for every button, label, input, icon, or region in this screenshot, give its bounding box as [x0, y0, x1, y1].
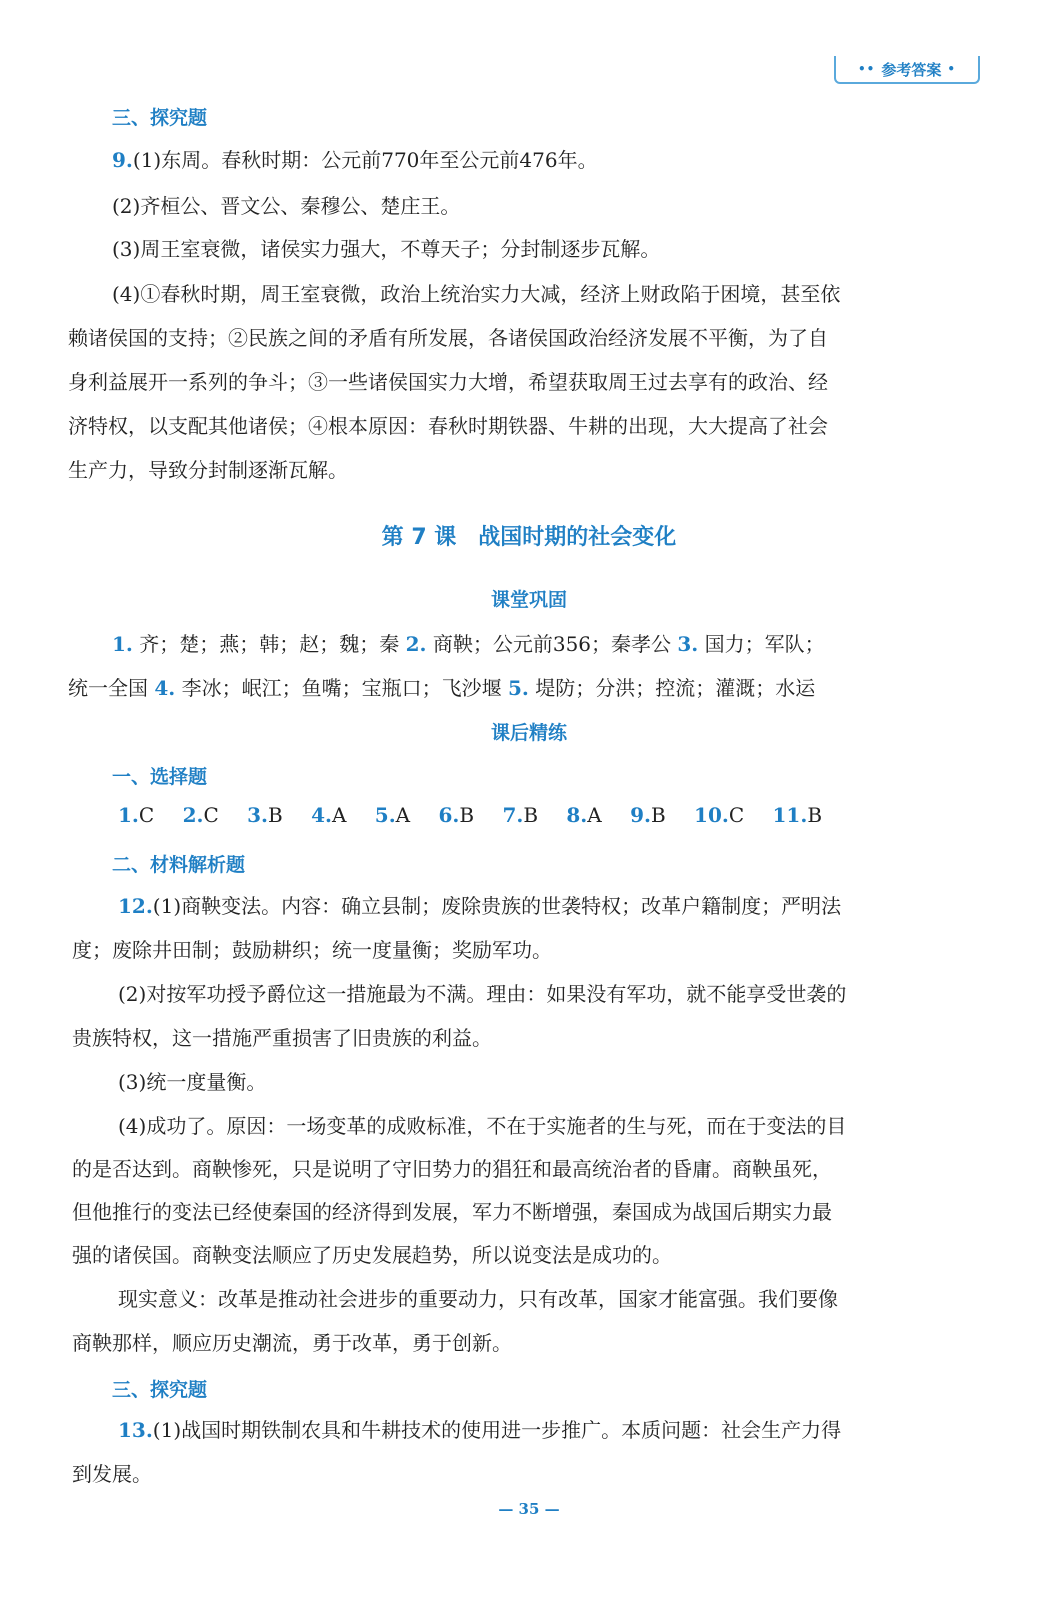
- mc-item: 9.B: [630, 803, 666, 827]
- section-title-inquiry: 三、探究题: [112, 107, 208, 129]
- section-title-material: 二、材料解析题: [112, 854, 246, 876]
- q13-line: 13.(1)战国时期铁制农具和牛耕技术的使用进一步推广。本质问题：社会生产力得: [118, 1418, 842, 1442]
- mc-item: 11.B: [772, 803, 823, 827]
- q12-line: 贵族特权，这一措施严重损害了旧贵族的利益。: [72, 1026, 492, 1050]
- after-class-title: 课后精练: [490, 722, 567, 744]
- reference-answer-badge: [834, 56, 980, 84]
- q9-line: 身利益展开一系列的争斗；③一些诸侯国实力大增，希望获取周王过去享有的政治、经: [68, 370, 828, 394]
- classroom-title: 课堂巩固: [490, 589, 567, 611]
- mc-item: 1.C: [118, 803, 155, 827]
- mc-item: 5.A: [374, 803, 411, 827]
- q12-line: (2)对按军功授予爵位这一措施最为不满。理由：如果没有军功，就不能享受世袭的: [118, 982, 847, 1006]
- q12-line: 的是否达到。商鞅惨死，只是说明了守旧势力的猖狂和最高统治者的昏庸。商鞅虽死，: [72, 1157, 832, 1181]
- q9-line: 济特权，以支配其他诸侯；④根本原因：春秋时期铁器、牛耕的出现，大大提高了社会: [68, 414, 828, 438]
- q9-line: 生产力，导致分封制逐渐瓦解。: [68, 458, 348, 482]
- q13-line: 到发展。: [72, 1462, 152, 1486]
- q12-line: 度；废除井田制；鼓励耕织；统一度量衡；奖励军功。: [72, 938, 552, 962]
- mc-item: 6.B: [438, 803, 475, 827]
- q12-line: 12.(1)商鞅变法。内容：确立县制；废除贵族的世袭特权；改革户籍制度；严明法: [118, 894, 842, 918]
- section-title-choice: 一、选择题: [112, 766, 208, 788]
- mc-item: 3.B: [247, 803, 283, 827]
- mc-item: 2.C: [182, 803, 219, 827]
- q9-line: (3)周王室衰微，诸侯实力强大，不尊天子；分封制逐步瓦解。: [112, 237, 661, 261]
- q9-line: 9.(1)东周。春秋时期：公元前770年至公元前476年。: [112, 148, 598, 172]
- multiple-choice-answers: [118, 803, 844, 827]
- q9-line: 赖诸侯国的支持；②民族之间的矛盾有所发展，各诸侯国政治经济发展不平衡，为了自: [68, 326, 828, 350]
- page-number: — 35 —: [498, 1500, 560, 1518]
- lesson-title: 第 7 课 战国时期的社会变化: [381, 525, 677, 550]
- classroom-line-2: 统一全国 4. 李冰；岷江；鱼嘴；宝瓶口；飞沙堰 5. 堤防；分洪；控流；灌溉；水运: [68, 676, 816, 700]
- q12-line: 但他推行的变法已经使秦国的经济得到发展，军力不断增强，秦国成为战国后期实力最: [72, 1200, 832, 1224]
- section-title-inquiry-2: 三、探究题: [112, 1379, 208, 1401]
- q12-line: 强的诸侯国。商鞅变法顺应了历史发展趋势，所以说变法是成功的。: [72, 1243, 672, 1267]
- mc-item: 4.A: [311, 803, 347, 827]
- mc-item: 7.B: [502, 803, 539, 827]
- q12-line: (4)成功了。原因：一场变革的成败标准，不在于实施者的生与死，而在于变法的目: [118, 1114, 847, 1138]
- classroom-line-1: 1. 齐；楚；燕；韩；赵；魏；秦 2. 商鞅；公元前356；秦孝公 3. 国力；军队；: [112, 632, 825, 656]
- q9-line: (2)齐桓公、晋文公、秦穆公、楚庄王。: [112, 194, 461, 218]
- badge-dots-right: •: [947, 62, 957, 76]
- q12-line: 现实意义：改革是推动社会进步的重要动力，只有改革，国家才能富强。我们要像: [118, 1287, 838, 1311]
- q12-line: (3)统一度量衡。: [118, 1070, 267, 1094]
- badge-label: 参考答案: [881, 60, 942, 79]
- q12-line: 商鞅那样，顺应历史潮流，勇于改革，勇于创新。: [72, 1331, 512, 1355]
- badge-dots-left: ••: [857, 62, 876, 76]
- mc-item: 8.A: [566, 803, 602, 827]
- mc-item: 10.C: [694, 803, 745, 827]
- q9-line: (4)①春秋时期，周王室衰微，政治上统治实力大减，经济上财政陷于困境，甚至依: [112, 282, 841, 306]
